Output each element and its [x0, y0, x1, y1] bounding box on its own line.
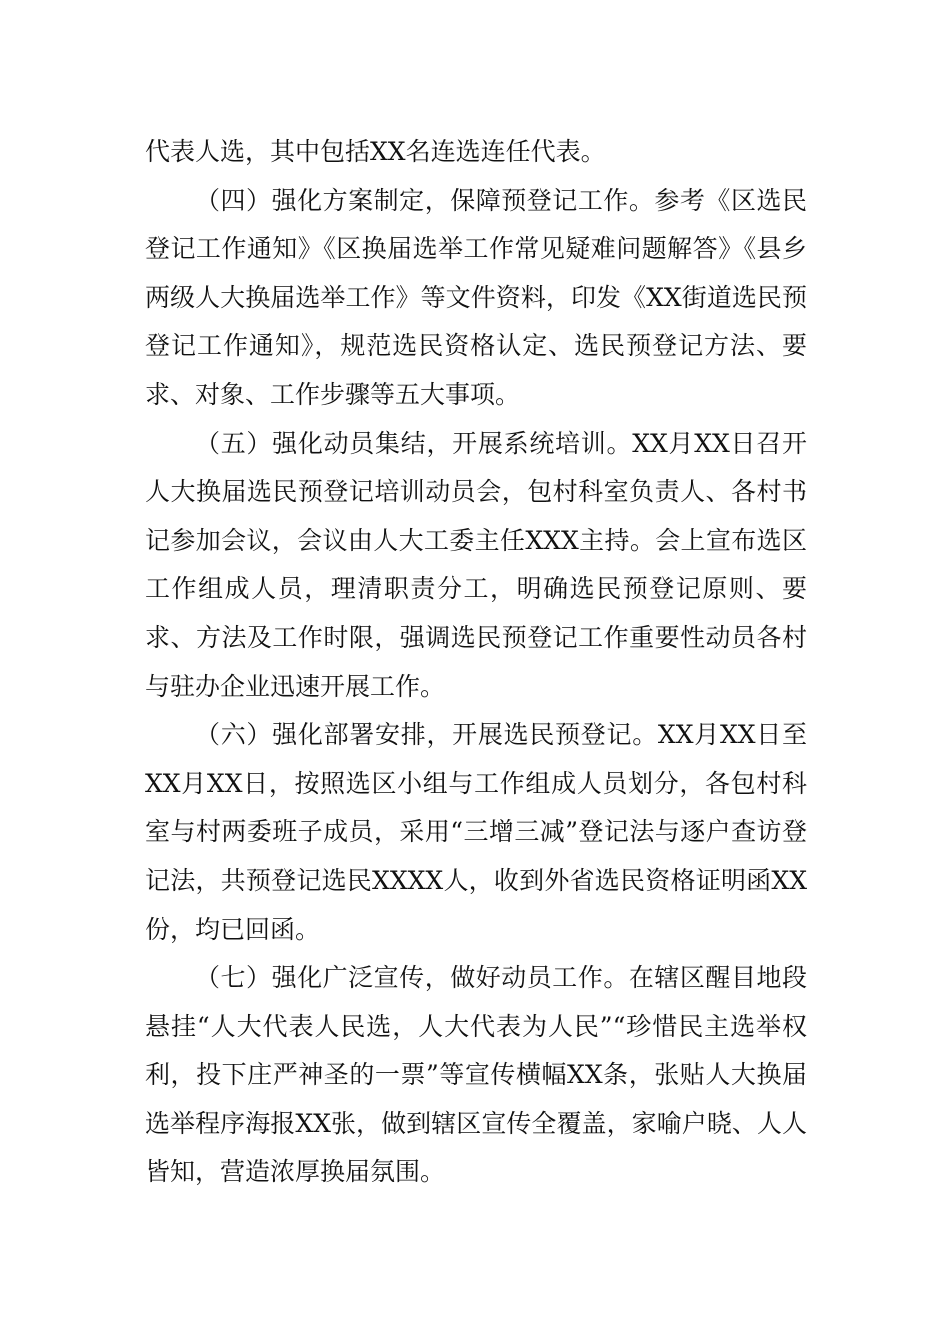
paragraph-section-4: （四）强化方案制定，保障预登记工作。参考《区选民登记工作通知》《区换届选举工作常见疑难问题解答》《县乡两级人大换届选举工作》等文件资料，印发《XX街道选民预登记工作通知》，规范选民资格认定、选民预登记方法、要求、对象、工作步骤等五大事项。 [145, 185, 807, 409]
document-body [145, 128, 807, 1197]
paragraph-section-5: （五）强化动员集结，开展系统培训。XX月XX日召开人大换届选民预登记培训动员会，包村科室负责人、各村书记参加会议，会议由人大工委主任XXX主持。会上宣布选区工作组成人员，理清职责分工，明确选民预登记原则、要求、方法及工作时限，强调选民预登记工作重要性动员各村与驻办企业迅速开展工作。 [145, 428, 807, 701]
paragraph-continuation: 代表人选，其中包括XX名连选连任代表。 [145, 137, 606, 166]
paragraph-section-7: （七）强化广泛宣传，做好动员工作。在辖区醒目地段悬挂“人大代表人民选，人大代表为人民”“珍惜民主选举权利，投下庄严神圣的一票”等宣传横幅XX条，张贴人大换届选举程序海报XX张，做到辖区宣传全覆盖，家喻户晓、人人皆知，营造浓厚换届氛围。 [145, 963, 807, 1187]
paragraph-section-6: （六）强化部署安排，开展选民预登记。XX月XX日至XX月XX日，按照选区小组与工作组成人员划分，各包村科室与村两委班子成员，采用“三增三减”登记法与逐户查访登记法，共预登记选民XXXX人，收到外省选民资格证明函XX份，均已回函。 [145, 720, 807, 944]
